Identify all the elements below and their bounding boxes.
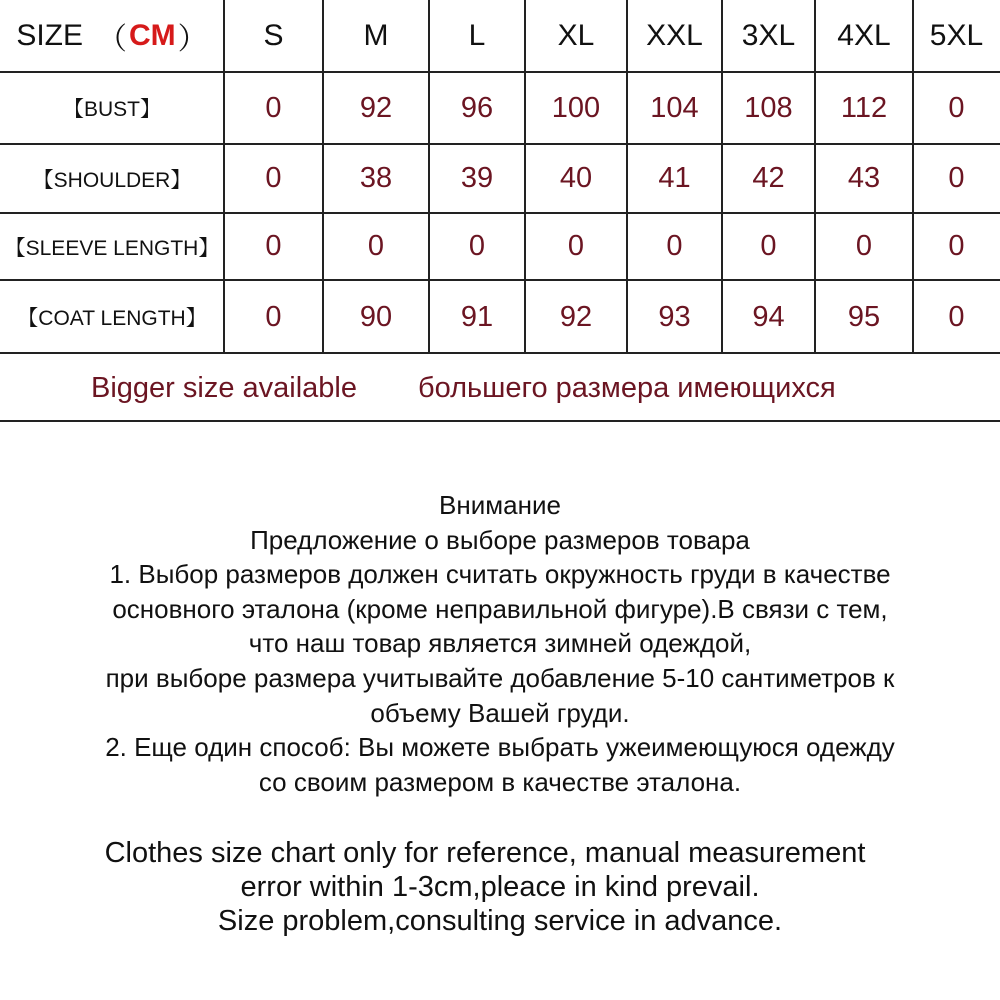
measurement-value: 41	[658, 162, 691, 194]
measurement-label: 【BUST】	[62, 98, 161, 121]
size-column-header: 3XL	[741, 19, 796, 52]
measurement-value: 39	[460, 162, 494, 194]
measurement-value: 43	[847, 162, 881, 194]
note-divider	[0, 420, 1000, 422]
measurement-label: 【SLEEVE LENGTH】	[4, 236, 220, 260]
measurement-value: 94	[752, 300, 785, 333]
measurement-value: 40	[559, 162, 593, 194]
table-row	[0, 72, 1000, 144]
measurement-value: 95	[847, 300, 881, 333]
size-column-header: L	[468, 19, 486, 52]
measurement-value: 104	[650, 91, 699, 124]
measurement-value: 108	[744, 91, 793, 124]
size-label: SIZE	[16, 19, 84, 52]
advice-line: 2. Еще один способ: Вы можете выбрать ужеимеющуюся одежду	[105, 732, 895, 763]
measurement-value: 112	[840, 91, 888, 124]
table-divider	[0, 279, 1000, 281]
size-column-header: XL	[557, 19, 595, 52]
measurement-value: 93	[658, 300, 691, 333]
measurement-value: 0	[855, 230, 873, 262]
advice-line: 1. Выбор размеров должен считать окружность груди в качестве	[109, 559, 891, 590]
column-divider	[428, 0, 430, 354]
disclaimer-line: Size problem,consulting service in advance.	[217, 905, 783, 937]
advice-line: со своим размером в качестве эталона.	[258, 766, 742, 797]
size-advice-text	[0, 488, 1000, 799]
measurement-value: 0	[468, 230, 486, 262]
measurement-value: 96	[460, 91, 494, 124]
measurement-value: 0	[265, 230, 282, 262]
measurement-value: 0	[265, 300, 282, 333]
unit-close-bracket: ）	[177, 23, 208, 56]
bigger-size-note-ru: большего размера имеющихся	[418, 371, 836, 404]
advice-line: Предложение о выборе размеров товара	[250, 524, 750, 555]
measurement-value: 90	[359, 300, 393, 333]
measurement-value: 38	[359, 162, 393, 194]
table-row	[0, 213, 1000, 280]
disclaimer-line: error within 1-3cm,pleace in kind prevail.	[240, 871, 760, 903]
size-column-header: S	[263, 19, 284, 52]
column-divider	[524, 0, 526, 354]
column-divider	[322, 0, 324, 354]
measurement-value: 0	[666, 230, 683, 262]
measurement-value: 0	[948, 162, 965, 194]
measurement-value: 91	[460, 300, 494, 333]
advice-line: при выборе размера учитывайте добавление 5-10 сантиметров к	[105, 662, 895, 693]
column-divider	[223, 0, 225, 354]
size-column-header: 4XL	[837, 19, 891, 52]
advice-line: объему Вашей груди.	[370, 697, 630, 728]
measurement-value: 0	[948, 300, 965, 333]
unit-label: CM	[129, 19, 176, 52]
unit-open-bracket: （	[97, 23, 128, 56]
disclaimer-line: Clothes size chart only for reference, manual measurement	[104, 837, 866, 869]
bigger-size-note	[0, 354, 1000, 422]
table-divider	[0, 212, 1000, 214]
size-column-header: XXL	[646, 19, 703, 52]
measurement-value: 92	[559, 300, 593, 333]
measurement-label: 【COAT LENGTH】	[17, 307, 207, 330]
table-header-row	[0, 0, 1000, 72]
size-disclaimer	[0, 836, 1000, 938]
table-divider	[0, 143, 1000, 145]
size-chart-table	[0, 0, 1000, 354]
size-column-header: 5XL	[929, 19, 984, 52]
size-header-cell	[0, 0, 224, 72]
table-row	[0, 280, 1000, 354]
measurement-value: 0	[367, 230, 385, 262]
column-divider	[912, 0, 914, 354]
advice-line: основного эталона (кроме неправильной фигуре).В связи с тем,	[112, 593, 888, 624]
table-divider	[0, 71, 1000, 73]
measurement-value: 0	[948, 91, 965, 124]
measurement-value: 0	[760, 230, 777, 262]
table-row	[0, 144, 1000, 213]
measurement-value: 100	[551, 91, 601, 124]
size-column-header: M	[363, 19, 389, 52]
measurement-label: 【SHOULDER】	[32, 168, 192, 192]
advice-heading: Внимание	[439, 490, 561, 520]
measurement-value: 0	[567, 230, 585, 262]
advice-line: что наш товар является зимней одеждой,	[248, 628, 752, 659]
measurement-value: 0	[265, 91, 282, 124]
column-divider	[814, 0, 816, 354]
bigger-size-note-en: Bigger size available	[91, 371, 357, 404]
measurement-value: 0	[265, 162, 282, 194]
column-divider	[626, 0, 628, 354]
measurement-value: 0	[948, 230, 965, 262]
measurement-value: 42	[752, 162, 785, 194]
measurement-value: 92	[359, 91, 393, 124]
column-divider	[721, 0, 723, 354]
